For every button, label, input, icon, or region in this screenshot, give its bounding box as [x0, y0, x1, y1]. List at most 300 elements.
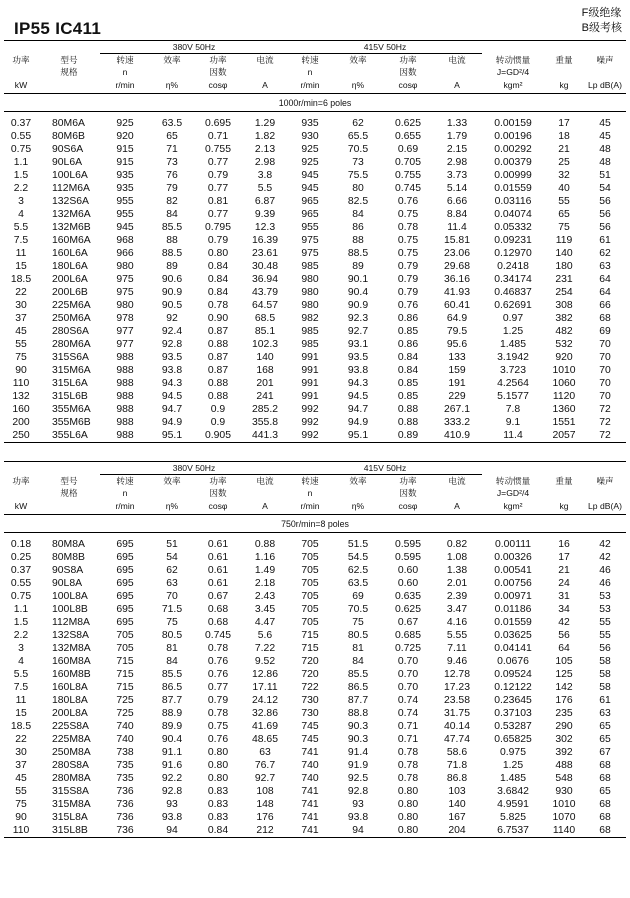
col-power: 功率	[12, 475, 30, 486]
weight-cell: 31	[558, 591, 570, 602]
blank-cell	[150, 487, 194, 499]
efficiency-380-cell: 86.5	[161, 682, 183, 693]
current-415-cell: 0.82	[446, 539, 468, 550]
model-cell: 315S6A	[52, 352, 89, 363]
speed-380-cell: 705	[116, 630, 134, 641]
speed-380-cell: 735	[116, 760, 134, 771]
speed-380-cell: 977	[116, 339, 134, 350]
table-row	[4, 772, 626, 785]
header-row-voltage	[4, 462, 626, 475]
noise-cell: 70	[599, 365, 611, 376]
table-row	[4, 746, 626, 759]
speed-380-cell: 988	[116, 378, 134, 389]
current-415-cell: 40.14	[443, 721, 470, 732]
inertia-cell: 0.00159	[494, 118, 532, 129]
efficiency-415-cell: 75.5	[347, 170, 369, 181]
efficiency-415-cell: 95.1	[332, 429, 384, 443]
pf-415-cell: 0.635	[394, 591, 421, 602]
speed-380-cell: 975	[116, 287, 134, 298]
model-cell: 225M6A	[52, 300, 91, 311]
current-415-cell: 12.78	[443, 669, 470, 680]
speed-415-cell: 741	[288, 824, 332, 838]
weight-cell: 40	[558, 183, 570, 194]
current-415-cell: 15.81	[443, 235, 470, 246]
model-cell: 132M6B	[52, 222, 91, 233]
pf-380-cell: 0.83	[207, 812, 229, 823]
current-415-cell: 36.16	[443, 274, 470, 285]
speed-415-cell: 705	[301, 565, 319, 576]
pf-380-cell: 0.71	[207, 131, 229, 142]
efficiency-380-cell: 94.5	[161, 391, 183, 402]
inertia-cell: 3.1942	[497, 352, 529, 363]
pf-380-cell: 0.80	[207, 747, 229, 758]
speed-415-cell: 925	[301, 157, 319, 168]
speed-380-cell: 978	[116, 313, 134, 324]
speed-415-cell: 945	[301, 170, 319, 181]
pf-380-cell: 0.79	[207, 170, 229, 181]
inertia-cell: 5.825	[499, 812, 526, 823]
table-row	[4, 390, 626, 403]
efficiency-380-cell: 92.8	[161, 786, 183, 797]
current-415-cell: 23.06	[443, 248, 470, 259]
inertia-cell: 5.1577	[497, 391, 529, 402]
current-415-cell: 103	[448, 786, 466, 797]
blank-cell	[332, 66, 384, 78]
efficiency-380-cell: 90.5	[161, 300, 183, 311]
col-efficiency: 效率	[163, 476, 181, 486]
inertia-cell: 0.04141	[494, 643, 532, 654]
page-title: IP55 IC411	[14, 19, 102, 38]
inertia-cell: 0.00999	[494, 170, 532, 181]
current-415-cell: 1.08	[446, 552, 468, 563]
weight-cell: 75	[558, 222, 570, 233]
pf-415-cell: 0.89	[384, 429, 432, 443]
weight-cell: 17	[558, 552, 570, 563]
speed-380-cell: 915	[116, 144, 134, 155]
model-cell: 280S8A	[52, 760, 89, 771]
noise-cell: 66	[599, 300, 611, 311]
noise-cell: 53	[599, 591, 611, 602]
header-row-sub	[4, 66, 626, 78]
speed-415-cell: 991	[301, 378, 319, 389]
table-row	[4, 538, 626, 551]
table-row	[4, 629, 626, 642]
current-415-cell: 23.58	[443, 695, 470, 706]
weight-cell: 1010	[552, 799, 576, 810]
speed-415-cell: 980	[301, 287, 319, 298]
pf-380-cell: 0.745	[204, 630, 231, 641]
col-current: 电流	[448, 55, 466, 65]
col-power-factor-sub: 因数	[399, 488, 417, 498]
pf-380-cell: 0.80	[207, 248, 229, 259]
col-efficiency: 效率	[349, 476, 367, 486]
current-380-cell: 2.98	[254, 157, 276, 168]
speed-380-cell: 966	[116, 248, 134, 259]
current-415-cell: 159	[448, 365, 466, 376]
pf-380-cell: 0.84	[207, 274, 229, 285]
unit-rmin: r/min	[300, 80, 320, 90]
table-row	[4, 247, 626, 260]
blank-cell	[332, 487, 384, 499]
efficiency-415-cell: 80	[352, 183, 364, 194]
speed-380-cell: 695	[116, 565, 134, 576]
current-380-cell: 24.12	[251, 695, 278, 706]
noise-cell: 65	[599, 786, 611, 797]
speed-380-cell: 945	[116, 222, 134, 233]
blank-cell	[150, 66, 194, 78]
pf-380-cell: 0.81	[207, 196, 229, 207]
speed-415-cell: 730	[301, 695, 319, 706]
section-label: 1000r/min=6 poles	[4, 94, 626, 112]
unit-kw: kW	[14, 80, 28, 90]
blank-cell	[544, 66, 584, 78]
current-380-cell: 12.3	[254, 222, 276, 233]
col-power-factor: 功率	[209, 55, 227, 65]
col-noise: 噪声	[596, 54, 614, 65]
speed-380-cell: 740	[116, 734, 134, 745]
power-cell: 200	[12, 417, 30, 428]
pf-415-cell: 0.88	[397, 404, 419, 415]
col-model: 型号	[60, 475, 78, 486]
model-cell: 160L8A	[52, 682, 88, 693]
efficiency-380-cell: 54	[166, 552, 178, 563]
inertia-cell: 1.485	[499, 339, 526, 350]
noise-cell: 51	[599, 170, 611, 181]
noise-cell: 63	[599, 708, 611, 719]
weight-cell: 65	[558, 209, 570, 220]
efficiency-415-cell: 94.9	[347, 417, 369, 428]
pf-380-cell: 0.61	[207, 578, 229, 589]
efficiency-380-cell: 90.4	[161, 734, 183, 745]
noise-cell: 68	[599, 799, 611, 810]
current-415-cell: 86.8	[446, 773, 468, 784]
pf-380-cell: 0.78	[207, 708, 229, 719]
current-415-cell: 167	[448, 812, 466, 823]
current-380-cell: 1.49	[254, 565, 276, 576]
current-380-cell: 12.86	[251, 669, 278, 680]
inertia-cell: 0.00196	[494, 131, 532, 142]
current-380-cell: 85.1	[254, 326, 276, 337]
speed-380-cell: 736	[116, 786, 134, 797]
efficiency-415-cell: 54.5	[347, 552, 369, 563]
col-speed: 转速	[301, 55, 319, 65]
table-row	[4, 208, 626, 221]
inertia-cell: 0.23645	[494, 695, 532, 706]
pf-380-cell: 0.80	[207, 760, 229, 771]
current-415-cell: 140	[448, 799, 466, 810]
efficiency-415-cell: 84	[352, 656, 364, 667]
model-cell: 315L8A	[52, 812, 88, 823]
model-cell: 200L8A	[52, 708, 88, 719]
power-cell: 30	[15, 747, 27, 758]
blank-cell	[544, 462, 584, 475]
blank-cell	[242, 487, 288, 499]
col-inertia: 转动惯量	[495, 475, 531, 486]
pf-380-cell: 0.695	[204, 118, 231, 129]
noise-cell: 56	[599, 222, 611, 233]
current-380-cell: 23.61	[251, 248, 278, 259]
speed-415-cell: 705	[301, 604, 319, 615]
col-efficiency: 效率	[349, 55, 367, 65]
weight-cell: 55	[558, 196, 570, 207]
speed-415-cell: 741	[301, 799, 319, 810]
pf-380-cell: 0.9	[210, 404, 226, 415]
speed-415-cell: 985	[301, 261, 319, 272]
pf-415-cell: 0.625	[394, 118, 421, 129]
speed-415-cell: 925	[301, 144, 319, 155]
pf-380-cell: 0.88	[207, 391, 229, 402]
current-415-cell: 3.73	[446, 170, 468, 181]
efficiency-380-cell: 94	[150, 824, 194, 838]
weight-cell: 382	[555, 313, 573, 324]
pf-415-cell: 0.75	[397, 235, 419, 246]
table-row	[4, 156, 626, 169]
speed-380-cell: 988	[116, 365, 134, 376]
efficiency-380-cell: 76	[166, 170, 178, 181]
speed-380-cell: 955	[116, 209, 134, 220]
current-415-cell: 267.1	[443, 404, 470, 415]
weight-cell: 482	[555, 326, 573, 337]
unit-cos: cosφ	[398, 501, 418, 511]
weight-cell: 308	[555, 300, 573, 311]
header-row-units	[4, 499, 626, 515]
voltage-380-label: 380V 50Hz	[100, 462, 288, 475]
current-415-cell: 229	[448, 391, 466, 402]
efficiency-415-cell: 62.5	[347, 565, 369, 576]
efficiency-380-cell: 79	[166, 183, 178, 194]
col-noise: 噪声	[596, 475, 614, 486]
speed-415-cell: 745	[301, 734, 319, 745]
noise-cell: 46	[599, 578, 611, 589]
noise-cell: 64	[599, 287, 611, 298]
efficiency-380-cell: 63.5	[161, 118, 183, 129]
speed-415-cell: 985	[301, 326, 319, 337]
current-415-cell: 6.66	[446, 196, 468, 207]
model-cell: 315S8A	[52, 786, 89, 797]
weight-cell: 1360	[552, 404, 576, 415]
efficiency-380-cell: 93.8	[161, 812, 183, 823]
pf-380-cell: 0.76	[207, 734, 229, 745]
table-row	[4, 299, 626, 312]
efficiency-380-cell: 94.3	[161, 378, 183, 389]
efficiency-415-cell: 87.7	[347, 695, 369, 706]
inertia-cell: 0.05332	[494, 222, 532, 233]
efficiency-380-cell: 85.5	[161, 222, 183, 233]
pf-415-cell: 0.75	[397, 209, 419, 220]
section-label-row	[4, 94, 626, 112]
power-cell: 7.5	[13, 682, 29, 693]
speed-380-cell: 925	[116, 118, 134, 129]
weight-cell: 18	[558, 131, 570, 142]
power-cell: 3	[18, 643, 24, 654]
noise-cell: 45	[599, 118, 611, 129]
efficiency-415-cell: 94.3	[347, 378, 369, 389]
inertia-cell: 0.97	[502, 313, 524, 324]
power-cell: 5.5	[13, 669, 29, 680]
table-row	[4, 195, 626, 208]
model-cell: 250M6A	[52, 313, 91, 324]
noise-cell: 68	[599, 760, 611, 771]
speed-380-cell: 980	[116, 300, 134, 311]
current-380-cell: 63	[259, 747, 271, 758]
model-cell: 132M6A	[52, 209, 91, 220]
current-415-cell: 9.46	[446, 656, 468, 667]
unit-cos: cosφ	[208, 80, 228, 90]
power-cell: 11	[15, 248, 27, 259]
speed-380-cell: 988	[116, 352, 134, 363]
pf-380-cell: 0.87	[207, 365, 229, 376]
pf-380-cell: 0.78	[207, 643, 229, 654]
power-cell: 110	[4, 824, 38, 838]
model-cell: 112M8A	[52, 617, 90, 628]
model-cell: 315M6A	[52, 365, 91, 376]
inertia-cell: 0.00111	[494, 539, 532, 550]
speed-415-cell: 740	[301, 760, 319, 771]
efficiency-380-cell: 95.1	[150, 429, 194, 443]
unit-lp: Lp dB(A)	[588, 501, 622, 511]
unit-kg: kg	[559, 501, 569, 511]
power-cell: 37	[15, 760, 27, 771]
speed-380-cell: 968	[116, 235, 134, 246]
noise-cell: 46	[599, 565, 611, 576]
weight-cell: 21	[558, 144, 570, 155]
current-380-cell: 41.69	[251, 721, 278, 732]
col-power-factor-sub: 因数	[399, 67, 417, 77]
inertia-cell: 0.34174	[494, 274, 532, 285]
weight-cell: 34	[558, 604, 570, 615]
pf-415-cell: 0.80	[397, 799, 419, 810]
blank-cell	[584, 487, 626, 499]
speed-415-cell: 741	[301, 812, 319, 823]
efficiency-380-cell: 91.6	[161, 760, 183, 771]
pf-380-cell: 0.77	[207, 157, 229, 168]
speed-415-cell: 720	[301, 656, 319, 667]
weight-cell: 32	[558, 170, 570, 181]
current-380-cell: 108	[256, 786, 274, 797]
col-spec: 规格	[60, 67, 78, 77]
noise-cell: 64	[599, 274, 611, 285]
unit-a: A	[262, 80, 268, 90]
speed-380-cell: 705	[116, 643, 134, 654]
current-380-cell: 17.11	[252, 682, 278, 693]
inertia-cell: 4.2564	[497, 378, 529, 389]
current-415-cell: 204	[432, 824, 482, 838]
inertia-cell: 0.53287	[494, 721, 532, 732]
table-row	[4, 720, 626, 733]
current-380-cell: 441.3	[242, 429, 288, 443]
speed-380-cell: 695	[116, 539, 134, 550]
inertia-cell: 0.2418	[497, 261, 529, 272]
model-cell: 180L8A	[52, 695, 88, 706]
pf-415-cell: 0.85	[397, 326, 419, 337]
noise-cell: 68	[599, 812, 611, 823]
noise-cell: 68	[599, 313, 611, 324]
speed-415-cell: 980	[301, 300, 319, 311]
inertia-cell: 0.00541	[494, 565, 532, 576]
col-speed-n: n	[122, 67, 128, 77]
noise-cell: 70	[599, 339, 611, 350]
current-415-cell: 8.84	[446, 209, 468, 220]
power-cell: 55	[15, 786, 27, 797]
pf-380-cell: 0.75	[207, 721, 229, 732]
power-cell: 90	[15, 812, 27, 823]
model-cell: 90S8A	[52, 565, 84, 576]
inertia-cell: 0.37103	[494, 708, 532, 719]
col-power-factor: 功率	[209, 476, 227, 486]
pf-380-cell: 0.78	[207, 300, 229, 311]
test-class: B级考核	[581, 22, 622, 34]
pf-415-cell: 0.74	[397, 695, 419, 706]
weight-cell: 25	[558, 157, 570, 168]
current-415-cell: 31.75	[443, 708, 470, 719]
power-cell: 0.55	[10, 578, 32, 589]
pf-415-cell: 0.725	[394, 643, 421, 654]
pf-415-cell: 0.60	[397, 578, 419, 589]
efficiency-380-cell: 90.6	[161, 274, 183, 285]
speed-415-cell: 955	[301, 222, 319, 233]
col-speed-n: n	[122, 488, 128, 498]
noise-cell: 65	[599, 734, 611, 745]
power-cell: 0.25	[10, 552, 32, 563]
table-row	[4, 759, 626, 772]
weight-cell: 21	[558, 565, 570, 576]
efficiency-415-cell: 92.8	[347, 786, 369, 797]
current-415-cell: 47.74	[443, 734, 470, 745]
pf-380-cell: 0.67	[207, 591, 229, 602]
current-380-cell: 140	[256, 352, 274, 363]
pf-380-cell: 0.87	[207, 352, 229, 363]
efficiency-415-cell: 94.5	[347, 391, 369, 402]
unit-cos: cosφ	[208, 501, 228, 511]
table-row	[4, 733, 626, 746]
pf-380-cell: 0.84	[194, 824, 242, 838]
inertia-cell: 0.03116	[494, 196, 532, 207]
efficiency-415-cell: 88	[352, 235, 364, 246]
speed-415-cell: 722	[301, 682, 319, 693]
col-speed-n: n	[307, 488, 313, 498]
efficiency-380-cell: 89.9	[161, 721, 183, 732]
efficiency-380-cell: 93	[166, 799, 178, 810]
current-415-cell: 4.16	[446, 617, 468, 628]
current-380-cell: 9.39	[254, 209, 276, 220]
table-row	[4, 681, 626, 694]
current-415-cell: 333.2	[443, 417, 470, 428]
blank-cell	[432, 66, 482, 78]
noise-cell: 45	[599, 131, 611, 142]
pf-380-cell: 0.77	[207, 183, 229, 194]
pf-380-cell: 0.77	[207, 682, 229, 693]
power-cell: 11	[15, 695, 27, 706]
current-380-cell: 1.16	[254, 552, 276, 563]
speed-415-cell: 965	[301, 196, 319, 207]
inertia-cell: 9.1	[505, 417, 521, 428]
model-cell: 315L6A	[52, 378, 88, 389]
table-row	[4, 351, 626, 364]
col-power-factor: 功率	[399, 55, 417, 65]
weight-cell: 290	[555, 721, 573, 732]
noise-cell: 58	[599, 682, 611, 693]
speed-415-cell: 945	[301, 183, 319, 194]
noise-cell: 70	[599, 352, 611, 363]
pf-415-cell: 0.76	[397, 196, 419, 207]
weight-cell: 24	[558, 578, 570, 589]
weight-cell: 42	[558, 617, 570, 628]
current-415-cell: 1.38	[446, 565, 468, 576]
current-380-cell: 5.6	[257, 630, 273, 641]
speed-415-cell: 992	[301, 417, 319, 428]
section-label: 750r/min=8 poles	[4, 515, 626, 533]
noise-cell: 56	[599, 196, 611, 207]
